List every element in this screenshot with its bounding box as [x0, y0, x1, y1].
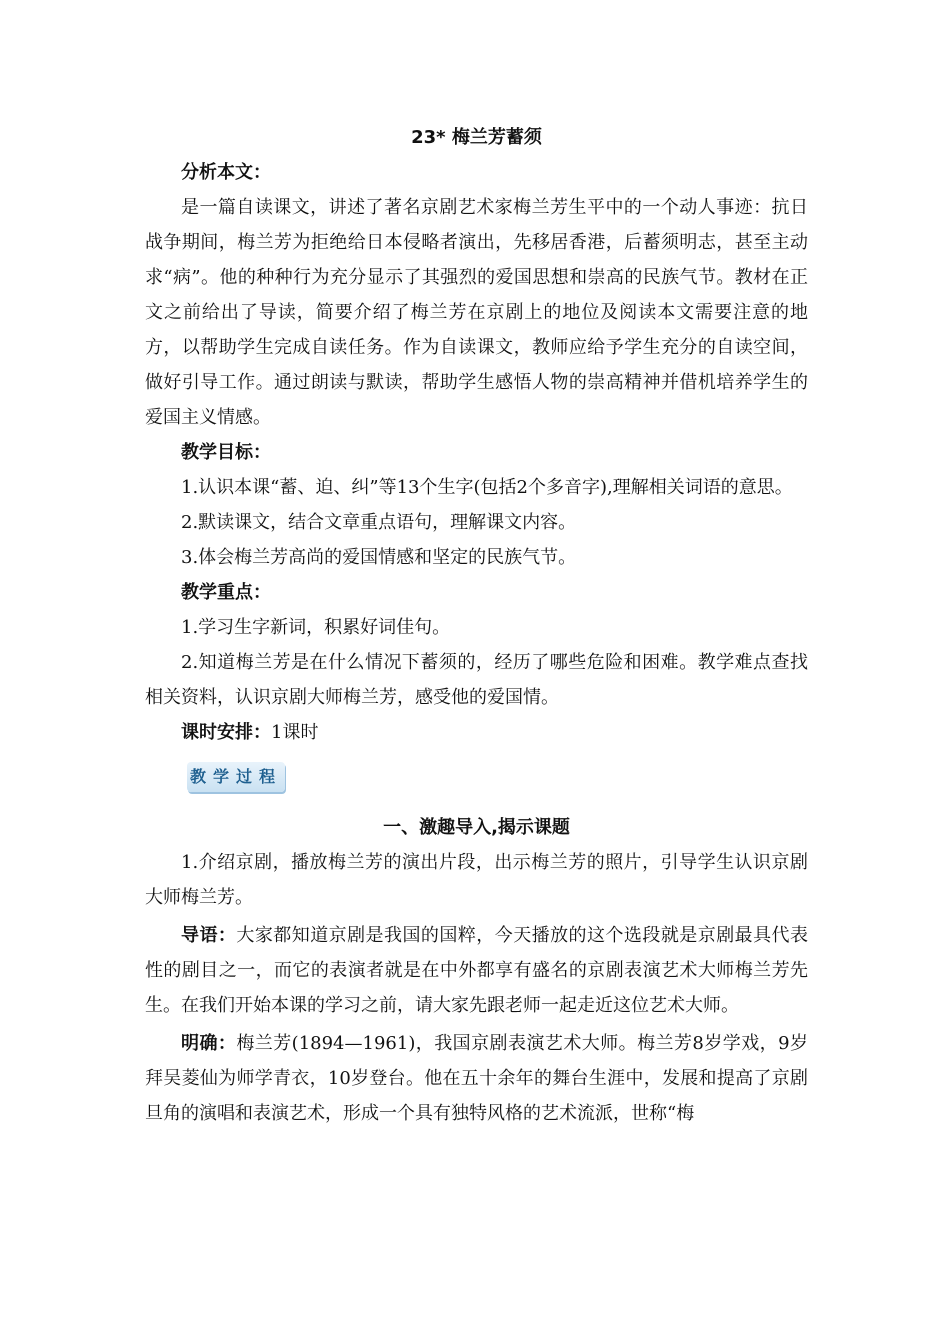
section-title: 一、激趣导入,揭示课题	[383, 817, 570, 838]
intro-text: 大家都知道京剧是我国的国粹，今天播放的这个选段就是京剧最具代表性的剧目之一，而它的表演者就是在中外都享有盛名的京剧表演艺术大师梅兰芳先生。在我们开始本课的学习之前，请大家先跟老师一起走近这位艺术大师。	[145, 925, 809, 1016]
clarify-label: 明确：	[181, 1033, 237, 1054]
process-badge-row	[145, 750, 808, 810]
step-paragraph: 1.介绍京剧，播放梅兰芳的演出片段，出示梅兰芳的照片，引导学生认识京剧大师梅兰芳。	[145, 852, 808, 908]
process-badge-label: 教学过程	[189, 767, 282, 786]
schedule-label: 课时安排：	[181, 722, 271, 743]
goal-item: 2.默读课文，结合文章重点语句，理解课文内容。	[181, 512, 577, 533]
lesson-title: 23* 梅兰芳蓄须	[411, 127, 542, 148]
clarify-paragraph	[145, 1026, 808, 1131]
intro-label: 导语：	[181, 925, 237, 946]
document-content	[145, 118, 808, 1131]
focus-item: 1.学习生字新词，积累好词佳句。	[181, 617, 451, 638]
clarify-text: 梅兰芳(1894—1961)，我国京剧表演艺术大师。梅兰芳8岁学戏，9岁拜吴菱仙为师学青衣，10岁登台。他在五十余年的舞台生涯中，发展和提高了京剧旦角的演唱和表演艺术，形成一个具有独特风格的艺术流派，世称“梅	[145, 1033, 808, 1124]
analysis-heading: 分析本文：	[181, 162, 271, 183]
process-badge	[187, 762, 285, 792]
schedule-value: 1课时	[271, 722, 319, 743]
analysis-body: 是一篇自读课文，讲述了著名京剧艺术家梅兰芳生平中的一个动人事迹：抗日战争期间，梅兰芳为拒绝给日本侵略者演出，先移居香港，后蓄须明志，甚至主动求“病”。他的种种行为充分显示了其强烈的爱国思想和崇高的民族气节。教材在正文之前给出了导读，简要介绍了梅兰芳在京剧上的地位及阅读本文需要注意的地方，以帮助学生完成自读任务。作为自读课文，教师应给予学生充分的自读空间，做好引导工作。通过朗读与默读，帮助学生感悟人物的崇高精神并借机培养学生的爱国主义情感。	[145, 197, 808, 428]
intro-paragraph	[145, 918, 808, 1023]
focus-heading: 教学重点：	[181, 582, 271, 603]
goal-item: 1.认识本课“蓄、迫、纠”等13个生字(包括2个多音字),理解相关词语的意思。	[181, 477, 793, 498]
focus-item: 2.知道梅兰芳是在什么情况下蓄须的，经历了哪些危险和困难。教学难点查找相关资料，认识京剧大师梅兰芳，感受他的爱国情。	[145, 652, 808, 708]
goals-heading: 教学目标：	[181, 442, 271, 463]
schedule-line	[145, 715, 808, 750]
goal-item: 3.体会梅兰芳高尚的爱国情感和坚定的民族气节。	[181, 547, 577, 568]
